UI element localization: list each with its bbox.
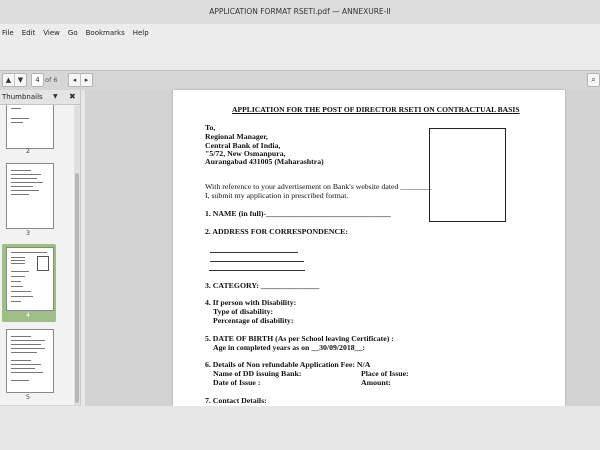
thumbnail-number: 4 <box>25 311 31 319</box>
search-button[interactable] <box>587 73 600 87</box>
field-category: 3. CATEGORY: _______________ <box>205 281 320 290</box>
sidebar-header <box>0 90 80 105</box>
address-line: To, <box>205 123 216 132</box>
field-age: Age in completed years as on __30/09/2018__: <box>213 343 366 352</box>
next-page-button[interactable] <box>14 74 26 86</box>
window-title-bar <box>0 0 600 25</box>
sidebar-scrollbar-thumb[interactable] <box>75 173 79 403</box>
field-dd-bank: Name of DD issuing Bank: <box>213 369 302 378</box>
menu-file[interactable]: File <box>2 29 14 37</box>
field-disability-percent: Percentage of disability: <box>213 316 294 325</box>
thumbnails-panel <box>0 105 74 405</box>
address-line: Aurangabad 431005 (Maharashtra) <box>205 157 324 166</box>
field-fee: 6. Details of Non refundable Application Fee: N/A <box>205 360 371 369</box>
address-blank-line <box>210 261 304 262</box>
thumbnail-page-2[interactable] <box>6 105 54 149</box>
menu-help[interactable]: Help <box>132 29 149 37</box>
search-icon: ⌕ <box>591 75 596 84</box>
forward-arrow-icon: ▸ <box>84 76 89 84</box>
thumbnail-page-5[interactable] <box>6 329 54 393</box>
menu-go[interactable]: Go <box>67 29 78 37</box>
thumbnail-page-3[interactable] <box>6 163 54 229</box>
thumbnail-number: 2 <box>25 147 31 155</box>
menu-edit[interactable]: Edit <box>21 29 36 37</box>
arrow-down-icon: ▼ <box>17 76 24 84</box>
toolbar <box>0 42 600 71</box>
address-line: "5/72, New Osmanpura, <box>205 149 286 158</box>
field-date-of-issue: Date of Issue : <box>213 378 261 387</box>
field-disability: 4. If person with Disability: <box>205 298 297 307</box>
back-arrow-icon: ◂ <box>72 76 77 84</box>
page-nav-group <box>2 73 27 87</box>
address-blank-line <box>210 252 298 253</box>
menu-view[interactable]: View <box>43 29 60 37</box>
intro-line: With reference to your advertisement on Bank's website dated ________ <box>205 182 432 191</box>
history-nav-group <box>68 73 93 87</box>
arrow-up-icon: ▲ <box>5 76 12 84</box>
page-count-label: of 6 <box>45 76 58 84</box>
field-contact: 7. Contact Details: <box>205 396 267 405</box>
chevron-down-icon[interactable]: ▼ <box>53 93 58 100</box>
thumbnail-number: 5 <box>25 393 31 401</box>
address-blank-line <box>209 270 305 271</box>
document-page[interactable] <box>173 90 565 406</box>
history-back-button[interactable] <box>69 74 80 86</box>
address-line: Regional Manager, <box>205 132 268 141</box>
page-number-input[interactable]: 4 <box>31 73 44 87</box>
thumbnail-number: 3 <box>25 229 31 237</box>
field-place-of-issue: Place of Issue: <box>361 369 409 378</box>
form-title: APPLICATION FOR THE POST OF DIRECTOR RSETI ON CONTRACTUAL BASIS <box>232 105 520 114</box>
menu-bar <box>0 24 600 42</box>
sidebar-mode-label[interactable]: Thumbnails <box>2 93 43 101</box>
field-amount: Amount: <box>361 378 391 387</box>
previous-page-button[interactable] <box>3 74 14 86</box>
close-icon[interactable]: ✖ <box>69 92 76 101</box>
field-address: 2. ADDRESS FOR CORRESPONDENCE: <box>205 227 348 236</box>
field-name: 1. NAME (in full)-________________________________ <box>205 209 391 218</box>
history-forward-button[interactable] <box>80 74 92 86</box>
window-title: APPLICATION FORMAT RSETI.pdf — ANNEXURE-II <box>209 7 391 16</box>
field-disability-type: Type of disability: <box>213 307 274 316</box>
photo-box <box>429 128 506 222</box>
thumbnail-page-4[interactable] <box>6 247 54 311</box>
bottom-area <box>0 406 600 450</box>
field-dob: 5. DATE OF BIRTH (As per School leaving Certificate) : <box>205 334 394 343</box>
address-line: Central Bank of India, <box>205 141 281 150</box>
menu-bookmarks[interactable]: Bookmarks <box>85 29 125 37</box>
intro-line: I, submit my application in prescribed format. <box>205 191 349 200</box>
